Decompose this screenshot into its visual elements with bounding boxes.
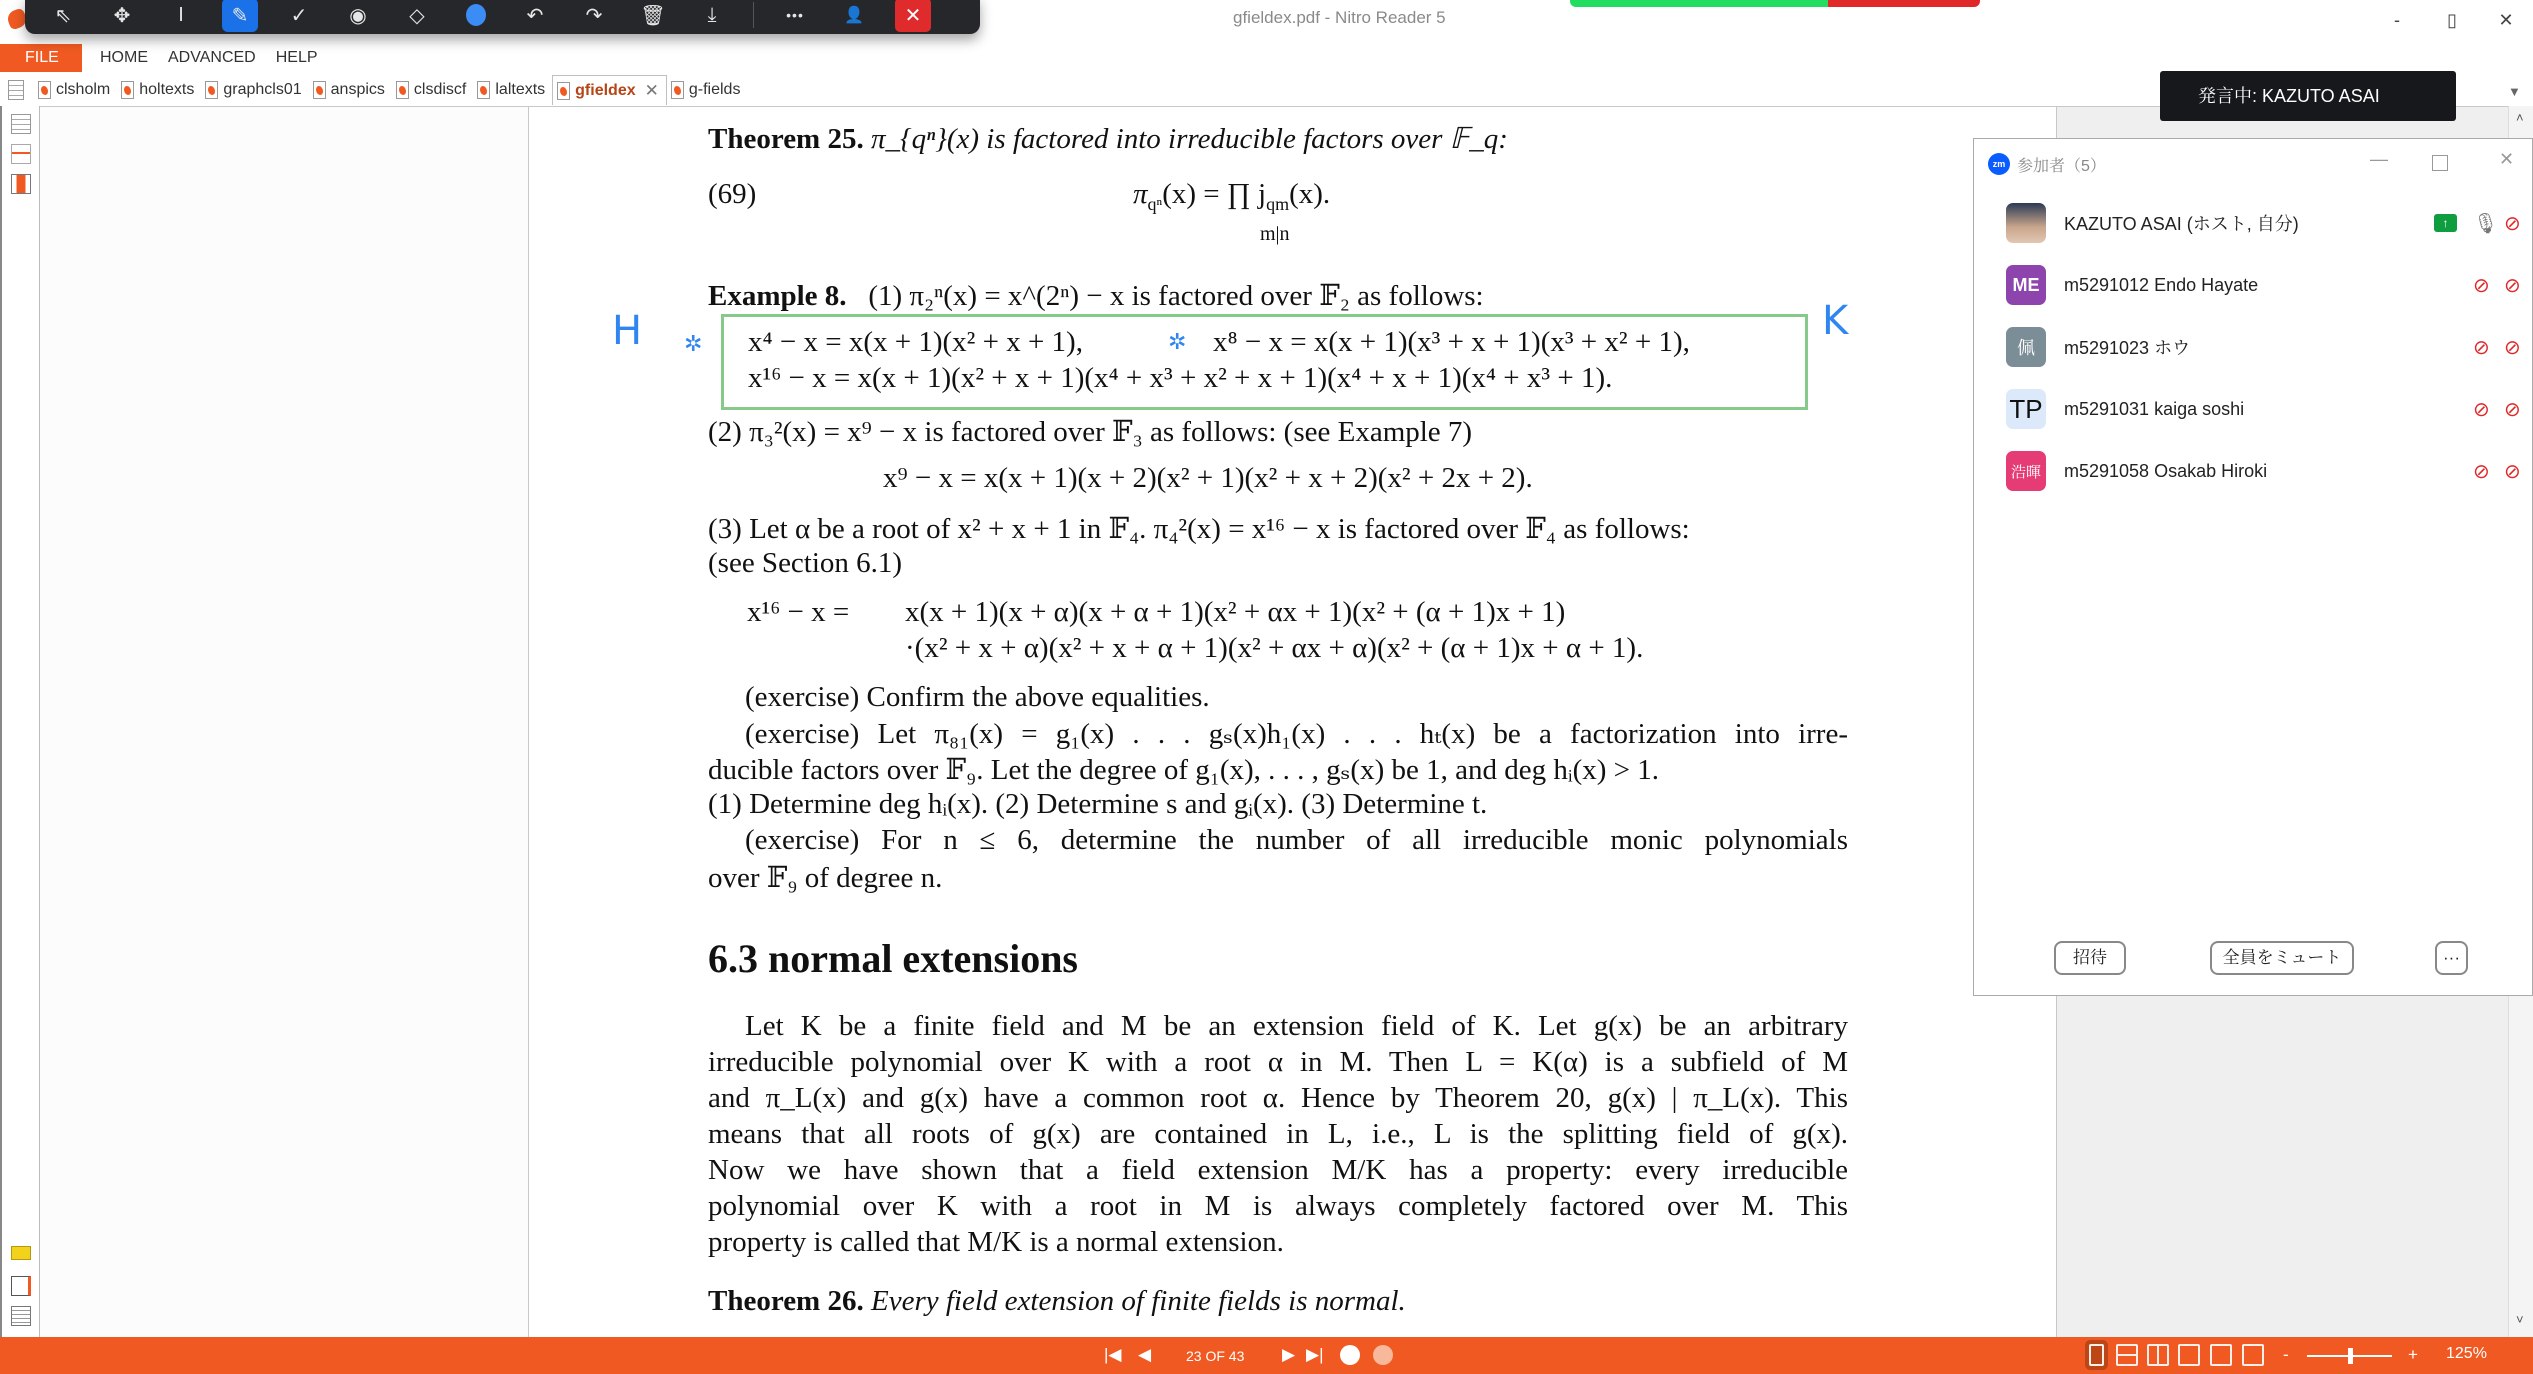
paragraph-line: Let K be a finite field and M be an extension field of K. Let g(x) be an arbitrary: [745, 1010, 1848, 1042]
toolbar-divider: [753, 2, 754, 28]
paragraph-line: means that all roots of g(x) are contained in L, i.e., L is the splitting field of g(x).: [708, 1118, 1848, 1150]
tab-label: anspics: [330, 81, 385, 98]
eraser-icon[interactable]: ◇: [409, 4, 425, 27]
tabs-dropdown-icon[interactable]: ▼: [2508, 84, 2521, 99]
document-tabs: [0, 74, 2533, 106]
microphone-muted-icon[interactable]: ⊘: [2473, 460, 2490, 483]
boxed-equation-2: x¹⁶ − x = x(x + 1)(x² + x + 1)(x⁴ + x³ + x² + x + 1)(x⁴ + x + 1)(x⁴ + x³ + 1).: [748, 362, 1613, 394]
panel-maximize-icon[interactable]: [2432, 155, 2448, 171]
trash-icon[interactable]: 🗑: [640, 4, 666, 27]
tab-anspics[interactable]: [309, 75, 392, 105]
tab-holtexts[interactable]: [117, 75, 201, 105]
pdf-file-icon: [38, 81, 51, 99]
avatar: 浩暉: [2006, 451, 2046, 491]
pdf-file-icon: [205, 81, 218, 99]
microphone-muted-icon[interactable]: ⊘: [2473, 274, 2490, 297]
equation-number-69: (69): [708, 178, 757, 210]
exercise-2-line2: ducible factors over 𝔽₉. Let the degree of g₁(x), . . . , gₛ(x) be 1, and deg hᵢ(x) > 1.: [708, 754, 1660, 786]
mute-all-button[interactable]: 全員をミュート: [2210, 941, 2354, 975]
part-3-equation-lhs: x¹⁶ − x =: [747, 596, 850, 628]
pdf-file-icon: [396, 81, 409, 99]
part-3-equation-line1: x(x + 1)(x + α)(x + α + 1)(x² + αx + 1)(x² + (α + 1)x + 1): [905, 596, 1566, 628]
tab-clsholm[interactable]: [34, 75, 117, 105]
previous-page-button[interactable]: ◀: [1138, 1345, 1152, 1364]
maximize-button[interactable]: ▯: [2447, 10, 2457, 30]
tab-label: laltexts: [495, 81, 546, 98]
participant-row[interactable]: [1974, 254, 2532, 316]
menu-file[interactable]: FILE: [0, 44, 82, 72]
continuous-view-icon[interactable]: [2116, 1344, 2138, 1366]
checkmark-icon[interactable]: ✓: [290, 4, 308, 27]
exercise-3-line1: (exercise) For n ≤ 6, determine the number of all irreducible monic polynomials: [745, 824, 1848, 856]
speaking-indicator: 発言中: KAZUTO ASAI: [2160, 71, 2456, 121]
zoom-logo-icon: zm: [1988, 153, 2010, 175]
more-options-icon[interactable]: •••: [786, 7, 804, 23]
minimize-button[interactable]: ‐: [2394, 10, 2400, 30]
first-page-button[interactable]: |◀: [1104, 1345, 1122, 1364]
boxed-equation-1b: x⁸ − x = x(x + 1)(x³ + x + 1)(x³ + x² + 1),: [1213, 326, 1690, 358]
bookmark-icon[interactable]: [11, 174, 31, 194]
close-window-button[interactable]: ✕: [2498, 10, 2514, 30]
example-8-part-2: (2) π₃²(x) = x⁹ − x is factored over 𝔽₃ as follows: (see Example 7): [708, 416, 1473, 448]
exercise-1: (exercise) Confirm the above equalities.: [745, 681, 1210, 713]
product-index: m|n: [1260, 223, 1290, 245]
microphone-icon[interactable]: 🎙: [2473, 212, 2499, 235]
theorem-26: Theorem 26. Every field extension of finite fields is normal.: [708, 1285, 1406, 1317]
video-off-icon[interactable]: ⊘: [2504, 212, 2521, 235]
pdf-file-icon: [671, 81, 684, 99]
participant-row[interactable]: [1974, 378, 2532, 440]
presentation-view-icon[interactable]: [2242, 1344, 2264, 1366]
handwritten-mark-annotation[interactable]: ✲: [1168, 330, 1187, 355]
select-arrow-icon[interactable]: ⇖: [54, 4, 72, 27]
invite-button[interactable]: 招待: [2054, 941, 2126, 975]
avatar: [2006, 203, 2046, 243]
side-pane: [40, 107, 529, 1337]
scroll-down-icon[interactable]: ˅: [2516, 1312, 2524, 1327]
panel-close-icon[interactable]: ✕: [2499, 149, 2515, 169]
zoom-out-button[interactable]: -: [2283, 1345, 2289, 1364]
single-page-view-icon[interactable]: [2089, 1344, 2104, 1366]
back-view-icon[interactable]: [1340, 1345, 1360, 1365]
fullscreen-view-icon[interactable]: [2210, 1344, 2232, 1366]
pen-icon[interactable]: ✎: [222, 0, 258, 32]
tab-close-icon[interactable]: ✕: [644, 80, 659, 100]
pdf-file-icon: [313, 81, 326, 99]
avatar: ME: [2006, 265, 2046, 305]
tab-clsdiscf[interactable]: [392, 75, 473, 105]
tab-gfieldex[interactable]: [552, 75, 667, 105]
close-annotation-button[interactable]: ✕: [895, 0, 931, 32]
participants-title: 参加者（5）: [2017, 158, 2106, 175]
menu-home[interactable]: HOME: [100, 49, 148, 66]
participant-name: KAZUTO ASAI (ホスト, 自分): [2064, 214, 2299, 234]
last-page-button[interactable]: ▶|: [1306, 1345, 1324, 1364]
pdf-file-icon: [121, 81, 134, 99]
handwritten-mark-annotation[interactable]: ✲: [684, 332, 703, 357]
microphone-muted-icon[interactable]: ⊘: [2473, 398, 2490, 421]
paragraph-line: irreducible polynomial over K with a root α in M. Then L = K(α) is a subfield of M: [708, 1046, 1848, 1078]
pdf-file-icon: [557, 82, 570, 100]
section-heading: 6.3 normal extensions: [708, 936, 1078, 981]
example-8-part-3: (3) Let α be a root of x² + x + 1 in 𝔽₄. π₄²(x) = x¹⁶ − x is factored over 𝔽₄ as follows:: [708, 513, 1690, 545]
video-off-icon[interactable]: ⊘: [2504, 398, 2521, 421]
participant-row[interactable]: [1974, 316, 2532, 378]
participant-row[interactable]: [1974, 440, 2532, 502]
share-settings-icon[interactable]: 👤: [844, 7, 864, 24]
tab-laltexts[interactable]: [473, 75, 552, 105]
video-off-icon[interactable]: ⊘: [2504, 460, 2521, 483]
facing-view-icon[interactable]: [2147, 1344, 2169, 1366]
participant-name: m5291012 Endo Hayate: [2064, 274, 2259, 295]
text-cursor-icon[interactable]: I: [178, 3, 184, 26]
exercise-2-line1: (exercise) Let π₈₁(x) = g₁(x) . . . gₛ(x)h₁(x) . . . hₜ(x) be a factorization into irre-: [745, 718, 1848, 750]
paragraph-line: Now we have shown that a field extension M/K has a property: every irreducible: [708, 1154, 1848, 1186]
exercise-2-line3: (1) Determine deg hᵢ(x). (2) Determine s and gᵢ(x). (3) Determine t.: [708, 788, 1488, 820]
tab-label: clsholm: [56, 81, 111, 98]
save-download-icon[interactable]: ⤓: [707, 3, 717, 26]
avatar: 佩: [2006, 327, 2046, 367]
menu-help[interactable]: HELP: [275, 49, 318, 66]
zoom-in-button[interactable]: +: [2408, 1345, 2418, 1364]
more-options-button[interactable]: ···: [2435, 941, 2468, 975]
zoom-slider-thumb[interactable]: [2348, 1348, 2353, 1364]
video-off-icon[interactable]: ⊘: [2504, 274, 2521, 297]
meeting-controls-handle[interactable]: [1570, 0, 1980, 7]
tab-g-fields[interactable]: [667, 75, 748, 105]
continuous-facing-view-icon[interactable]: [2178, 1344, 2200, 1366]
zoom-level[interactable]: 125%: [2446, 1345, 2487, 1362]
spotlight-icon[interactable]: ◉: [349, 4, 367, 27]
theorem-25: Theorem 25. π_{qⁿ}(x) is factored into irreducible factors over 𝔽_q:: [708, 123, 1508, 155]
left-panel: [0, 106, 40, 1337]
window-title: gfieldex.pdf - Nitro Reader 5: [1233, 8, 1446, 27]
boxed-equation-1a: x⁴ − x = x(x + 1)(x² + x + 1),: [748, 326, 1083, 358]
page-indicator[interactable]: 23 OF 43: [1186, 1348, 1245, 1364]
annotation-toolbar: [25, 0, 980, 34]
attachments-icon[interactable]: [11, 1276, 31, 1296]
paragraph-line: polynomial over K with a root in M is always completely factored over M. This: [708, 1190, 1848, 1222]
panel-minimize-icon[interactable]: —: [2370, 149, 2388, 169]
handwritten-h-annotation[interactable]: H: [612, 308, 643, 354]
tab-label: gfieldex: [575, 81, 636, 99]
paragraph-line: and π_L(x) and g(x) have a common root α. Hence by Theorem 20, g(x) | π_L(x). This: [708, 1082, 1848, 1114]
panel-toggle-icon[interactable]: [8, 80, 24, 100]
participant-name: m5291031 kaiga soshi: [2064, 398, 2245, 419]
equation-69: $\pi_{q^n}(x)$ = ∏ $j_{qm}(x)$.: [1133, 178, 1331, 214]
paragraph-line: property is called that M/K is a normal extension.: [708, 1226, 1284, 1258]
microphone-muted-icon[interactable]: ⊘: [2473, 336, 2490, 359]
comments-icon[interactable]: [11, 1246, 31, 1260]
tab-label: g-fields: [688, 81, 741, 98]
undo-icon[interactable]: ↶: [526, 4, 544, 27]
move-icon[interactable]: ✥: [113, 4, 131, 27]
participant-name: m5291023 ホウ: [2064, 338, 2191, 358]
part-3-reference: (see Section 6.1): [708, 547, 903, 579]
share-screen-icon[interactable]: ↑: [2434, 214, 2457, 232]
part-2-equation: x⁹ − x = x(x + 1)(x + 2)(x² + 1)(x² + x + 2)(x² + 2x + 2).: [883, 462, 1533, 494]
avatar: TP: [2006, 389, 2046, 429]
scroll-up-icon[interactable]: ˄: [2516, 110, 2524, 125]
participants-panel: [1973, 138, 2533, 996]
menu-advanced[interactable]: ADVANCED: [168, 49, 256, 66]
layers-icon[interactable]: [11, 1306, 31, 1326]
participant-name: m5291058 Osakab Hiroki: [2064, 460, 2268, 481]
example-8: Example 8. (1) π₂ⁿ(x) = x^(2ⁿ) − x is factored over 𝔽₂ as follows:: [708, 280, 1484, 312]
pages-panel-icon[interactable]: [11, 114, 31, 134]
color-swatch-icon: [466, 4, 486, 26]
tab-graphcls01[interactable]: [201, 75, 308, 105]
search-document-icon[interactable]: [11, 144, 31, 164]
participants-header: [1974, 139, 2532, 189]
next-page-button[interactable]: ▶: [1282, 1345, 1296, 1364]
ribbon-menu: [0, 44, 2533, 72]
exercise-3-line2: over 𝔽₉ of degree n.: [708, 862, 943, 894]
tab-label: graphcls01: [223, 81, 302, 98]
participant-row[interactable]: [1974, 192, 2532, 254]
color-picker-button[interactable]: [458, 0, 494, 32]
redo-icon[interactable]: ↷: [585, 4, 603, 27]
forward-view-icon[interactable]: [1373, 1345, 1393, 1365]
video-off-icon[interactable]: ⊘: [2504, 336, 2521, 359]
status-bar: [0, 1337, 2533, 1374]
tab-label: clsdiscf: [413, 81, 467, 98]
handwritten-k-annotation[interactable]: K: [1822, 298, 1849, 344]
part-3-equation-line2: ·(x² + x + α)(x² + x + α + 1)(x² + αx + α)(x² + (α + 1)x + α + 1).: [905, 632, 1644, 664]
tab-label: holtexts: [139, 81, 195, 98]
pdf-file-icon: [477, 81, 490, 99]
